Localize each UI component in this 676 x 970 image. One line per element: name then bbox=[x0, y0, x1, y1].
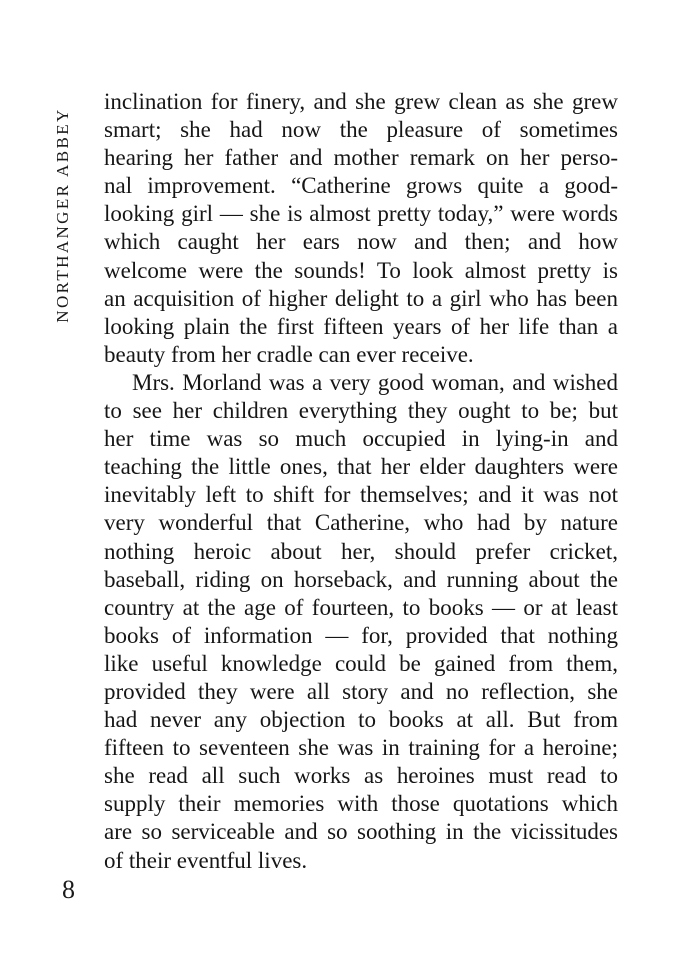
paragraph-2 bbox=[104, 369, 618, 875]
text-line: nal improvement. “Catherine grows quite a good- bbox=[104, 173, 618, 199]
text-line: which caught her ears now and then; and how bbox=[104, 229, 618, 255]
text-line: of their eventful lives. bbox=[104, 847, 308, 873]
body-text bbox=[104, 88, 618, 875]
paragraph-1 bbox=[104, 88, 618, 369]
text-line: her time was so much occupied in lying-in and bbox=[104, 426, 618, 452]
text-line: she read all such works as heroines must read to bbox=[104, 763, 618, 789]
text-line: fifteen to seventeen she was in training for a heroine; bbox=[104, 735, 618, 761]
running-head: NORTHANGER ABBEY bbox=[53, 107, 72, 323]
text-line: to see her children everything they ought to be; but bbox=[104, 398, 618, 424]
text-line: country at the age of fourteen, to books — or at least bbox=[104, 594, 618, 620]
text-line: smart; she had now the pleasure of sometimes bbox=[104, 117, 618, 143]
text-line: had never any objection to books at all. But from bbox=[104, 707, 618, 733]
text-line: looking girl — she is almost pretty today,” were words bbox=[104, 201, 618, 227]
text-line: inclination for finery, and she grew clean as she grew bbox=[104, 89, 618, 114]
text-line: like useful knowledge could be gained from them, bbox=[104, 650, 618, 676]
text-line: welcome were the sounds! To look almost pretty is bbox=[104, 257, 618, 283]
page-number: 8 bbox=[62, 875, 75, 904]
text-line: teaching the little ones, that her elder daughters were bbox=[104, 454, 618, 480]
text-line: provided they were all story and no reflection, she bbox=[104, 678, 618, 704]
text-line: baseball, riding on horseback, and running about the bbox=[104, 566, 618, 592]
text-line: an acquisition of higher delight to a girl who has been bbox=[104, 285, 618, 311]
text-line: looking plain the first fifteen years of her life than a bbox=[104, 313, 618, 339]
text-line: are so serviceable and so soothing in the vicissitudes bbox=[104, 819, 618, 845]
text-line: books of information — for, provided that nothing bbox=[104, 622, 618, 648]
text-line: nothing heroic about her, should prefer cricket, bbox=[104, 538, 618, 564]
text-line: inevitably left to shift for themselves; and it was not bbox=[104, 482, 618, 508]
text-line: beauty from her cradle can ever receive. bbox=[104, 341, 474, 367]
text-line: Mrs. Morland was a very good woman, and wished bbox=[132, 369, 618, 395]
text-line: very wonderful that Catherine, who had by nature bbox=[104, 510, 618, 536]
text-line: supply their memories with those quotations which bbox=[104, 791, 618, 817]
text-line: hearing her father and mother remark on her perso- bbox=[104, 145, 618, 171]
